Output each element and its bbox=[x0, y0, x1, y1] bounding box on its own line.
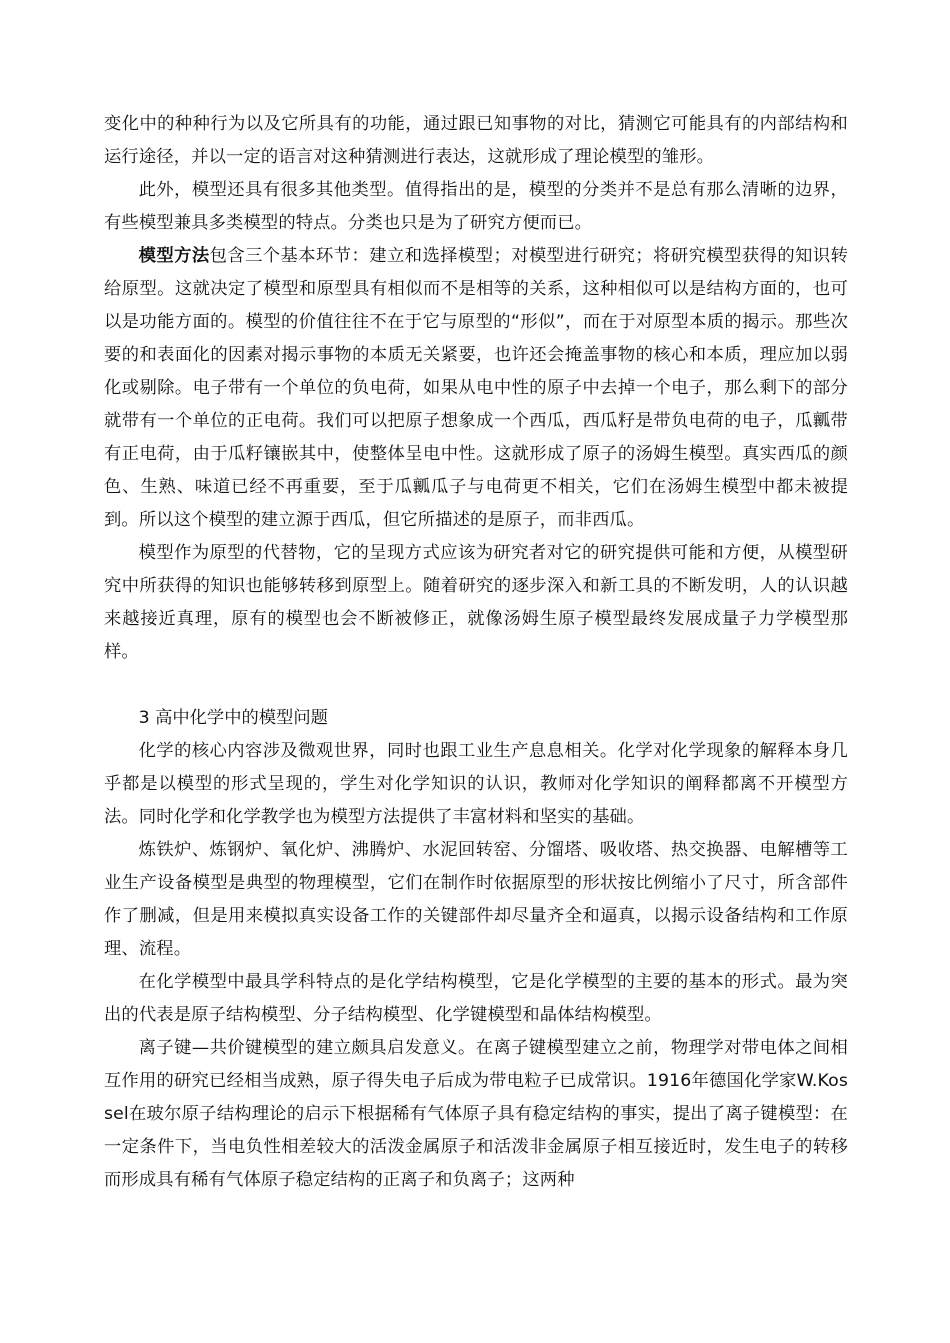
term-model-method: 模型方法 bbox=[138, 246, 210, 266]
paragraph-industrial-models: 炼铁炉、炼钢炉、氧化炉、沸腾炉、水泥回转窑、分馏塔、吸收塔、热交换器、电解槽等工业生产设备模型是典型的物理模型，它们在制作时依据原型的形状按比例缩小了尺寸，所含部件作了删减，但是用来模拟真实设备工作的关键部件却尽量齐全和逼真，以揭示设备结构和工作原理、流程。 bbox=[104, 840, 848, 959]
section-gap bbox=[104, 669, 848, 702]
paragraph-model-method bbox=[104, 240, 848, 537]
paragraph-model-substitute: 模型作为原型的代替物，它的呈现方式应该为研究者对它的研究提供可能和方便，从模型研究中所获得的知识也能够转移到原型上。随着研究的逐步深入和新工具的不断发明，人的认识越来越接近真理，原有的模型也会不断被修正，就像汤姆生原子模型最终发展成量子力学模型那样。 bbox=[104, 543, 848, 662]
paragraph-structure-models: 在化学模型中最具学科特点的是化学结构模型，它是化学模型的主要的基本的形式。最为突出的代表是原子结构模型、分子结构模型、化学键模型和晶体结构模型。 bbox=[104, 972, 848, 1025]
paragraph-theory-model-continued: 变化中的种种行为以及它所具有的功能，通过跟已知事物的对比，猜测它可能具有的内部结构和运行途径，并以一定的语言对这种猜测进行表达，这就形成了理论模型的雏形。 bbox=[104, 114, 848, 167]
document-body bbox=[104, 108, 848, 1197]
paragraph-chemistry-core: 化学的核心内容涉及微观世界，同时也跟工业生产息息相关。化学对化学现象的解释本身几乎都是以模型的形式呈现的，学生对化学知识的认识，教师对化学知识的阐释都离不开模型方法。同时化学和化学教学也为模型方法提供了丰富材料和坚实的基础。 bbox=[104, 741, 848, 827]
paragraph-model-types: 此外，模型还具有很多其他类型。值得指出的是，模型的分类并不是总有那么清晰的边界，有些模型兼具多类模型的特点。分类也只是为了研究方便而已。 bbox=[104, 180, 848, 233]
paragraph-model-method-text: 包含三个基本环节：建立和选择模型；对模型进行研究；将研究模型获得的知识转给原型。这就决定了模型和原型具有相似而不是相等的关系，这种相似可以是结构方面的，也可以是功能方面的。模型的价值往往不在于它与原型的“形似”，而在于对原型本质的揭示。那些次要的和表面化的因素对揭示事物的本质无关紧要，也许还会掩盖事物的核心和本质，理应加以弱化或剔除。电子带有一个单位的负电荷，如果从电中性的原子中去掉一个电子，那么剩下的部分就带有一个单位的正电荷。我们可以把原子想象成一个西瓜，西瓜籽是带负电荷的电子，瓜瓤带有正电荷，由于瓜籽镶嵌其中，使整体呈电中性。这就形成了原子的汤姆生模型。真实西瓜的颜色、生熟、味道已经不再重要，至于瓜瓤瓜子与电荷更不相关，它们在汤姆生模型中都未被提到。所以这个模型的建立源于西瓜，但它所描述的是原子，而非西瓜。 bbox=[104, 246, 848, 530]
section-heading: 3 高中化学中的模型问题 bbox=[138, 708, 328, 728]
paragraph-ionic-covalent-model: 离子键—共价键模型的建立颇具启发意义。在离子键模型建立之前，物理学对带电体之间相互作用的研究已经相当成熟，原子得失电子后成为带电粒子已成常识。1916年德国化学家W.Kossel在玻尔原子结构理论的启示下根据稀有气体原子具有稳定结构的事实，提出了离子键模型：在一定条件下，当电负性相差较大的活泼金属原子和活泼非金属原子相互接近时，发生电子的转移而形成具有稀有气体原子稳定结构的正离子和负离子；这两种 bbox=[104, 1038, 848, 1190]
